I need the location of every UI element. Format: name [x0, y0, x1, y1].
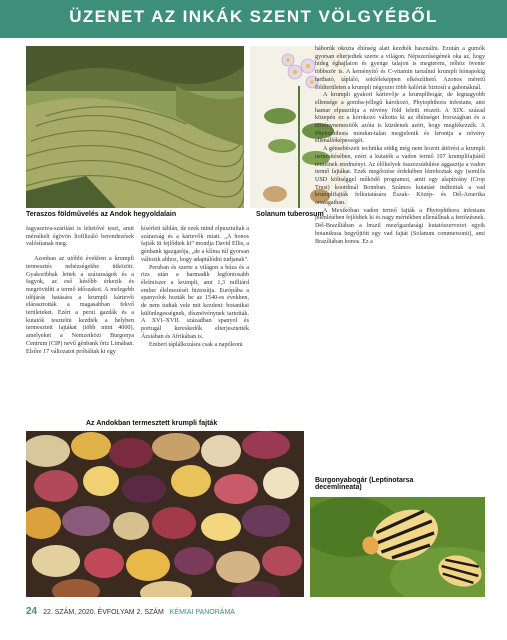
caption-beetle-line: Burgonyabogár (Leptinotarsa	[315, 477, 414, 484]
paragraph: A krumpli gyakori kártevője a krumplibogár, de legnagyobb ellensége a gomba-jellegű károkozó, Phytophthora infestans, ami hamar elpusztítja a növény föld feletti részeit. A XIX. század közepén ez a kórokozó váltotta ki az éhínséget Írországban és a növénynemesítők azóta is küzdenek azért, hogy megfékezzék. A Phytophthora mindun-talan megjelenik és lerontja a növény ellenállóképességét.	[315, 92, 485, 145]
paragraph: kísérleti táblán, de ezek mind elpusztultak a szárazság és a kártevők miatt. „A honos fajták itt fejlődtek ki” mondja David Ellis, a génbank igazgatója, „de a klíma túl gyorsan változik ahhoz, hogy adaptálódni tudjanak”.	[141, 226, 249, 263]
issue-info: 22. SZÁM, 2020. ÉVFOLYAM 2. SZÁM	[43, 609, 164, 616]
paragraph: háborúk okozta éhínség alatt kezdték használni. Ezután a gumók gyorsan elterjedtek szerte a világon. Népszerűségének oka az, hogy hideg éghajlaton és gyenge talajon is megterem, nőhöz övente többször is. A keményítő és C-vitamin tartalmú krumpli hónapokig tartható, tápláló, sokféleképpen elkészíthető. Azonos méretű földterületen a krumpli négyszer több kalóriát biztosít a gabonáknál.	[315, 46, 485, 91]
paragraph: A Mexikóban vadon termő fajták a Phytophthora infestans jelenlétében fejlődtek ki és nagy mértékben ellenállnak a fertőzésnek. Dél-Brazíliában a brazil mezőgazdasági kutatószervezet egyik botanikusa begyűjtött egy vad fajtát (Solanum commersonii), ami Brazíliában honos. Ez a	[315, 207, 485, 245]
text-column-right	[315, 46, 485, 246]
caption-solanum: Solanum tuberosum	[256, 211, 324, 218]
paragraph: Emberi táplálkozásra csak a napóleoni	[149, 341, 243, 348]
paragraph: Peruban és szerte a világon a búza és a rizs után a harmadik legfontosabb élelmiszer a krumpli, ami 1,3 milliárd ember élelmezését biztosítja. Európába a spanyolok hozták be az 1540-es években, de nem tudtak vele mit kezdeni: botanikai különlegességnek, dísznövénynek tartották. A XVI–XVII. században spanyol és portugál kereskedők elterjesztették Ázsiában és Afrikában is.	[141, 264, 249, 340]
caption-beetle-line: decemlineata)	[315, 484, 362, 491]
paragraph: Azonban az utóbbi években a krumpli termesztés nehézségekbe ütközött. Gyakoribbak lettek a szárazságok és a fagyok, az eső később érkezik és megrövidíti a termő időszakot. A melegebb időjárás hatására a krumpli kártevői elárasztották a magasabban fekvő területeket. Ezért a perui gazdák és a kutatók tesztelni kezdték a helyben termesztett fajtákat (több mint 4000), amelyeket a Nemzetközi Burgonya Centrum (CIP) nevű génbank őriz Limában. Elsőre 17 változatot próbáltak ki egy	[26, 256, 134, 355]
caption-potatoes: Az Andokban termesztett krumpli fajták	[86, 420, 218, 427]
text-column-middle	[141, 226, 249, 349]
page-footer	[26, 606, 235, 617]
magazine-name: KÉMIAI PANORÁMA	[169, 609, 235, 616]
caption-terraces: Teraszos földművelés az Andok hegyoldalain	[26, 211, 177, 218]
text-column-left	[26, 226, 134, 356]
title-banner	[0, 0, 507, 38]
page-number: 24	[26, 606, 38, 617]
terraces-photo	[26, 46, 244, 208]
beetle-photo	[310, 497, 485, 597]
paragraph: fagyasztva-szárítást is lehetővé teszi, amit mérsékelt égövön liofilizáló berendezések valósítanak meg.	[26, 226, 134, 248]
page-title: ÜZENET AZ INKÁK SZENT VÖLGYÉBŐL	[69, 7, 438, 26]
caption-beetle	[315, 477, 413, 491]
paragraph: A génsebészeti technika eddig még nem hozott áttörést a krumpli nemesítésében, ezért a kutatók a vadon termő 107 krumplifajtától remélnek eredményt. Az élőhelyek összezsúdulése aggasztja a vadon termő fajtákat. Ezek megőrzése érdekében létrehoztak egy (somlős USD költséggel működő programot, amit egy alapítvány (Crop Trust) koordinál Bonnban. Számos kutatást indítottak a vad krumplifajták felkutatására Észak- Közép- és Dél-Amerika országaiban.	[315, 146, 485, 207]
potatoes-photo	[26, 431, 304, 597]
